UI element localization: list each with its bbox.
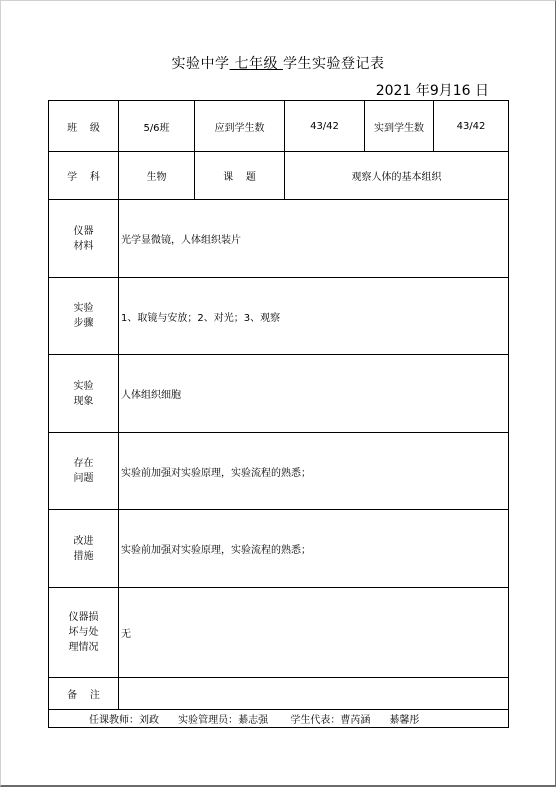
class-value: 5/6班: [119, 101, 195, 152]
damage-label: [49, 588, 119, 678]
phenomena-value: 人体组织细胞: [119, 355, 509, 433]
steps-label-line1: 实验: [73, 303, 94, 314]
grade-field: 七年级: [229, 56, 283, 72]
improvements-label: [49, 510, 119, 588]
improvements-label-line2: 措施: [73, 550, 94, 562]
instruments-row: [49, 200, 509, 278]
register-table: [48, 100, 509, 728]
improvements-value: 实验前加强对实验原理，实验流程的熟悉；: [119, 510, 509, 588]
issues-label-line1: 存在: [73, 458, 94, 469]
issues-label: [49, 433, 119, 510]
actual-students-label: 实到学生数: [365, 101, 434, 152]
subject-value: 生物: [119, 152, 195, 200]
phenomena-label-line1: 实验: [73, 380, 94, 392]
damage-label-line3: 理情况: [68, 642, 99, 653]
steps-row: [49, 278, 509, 355]
issues-row: [49, 433, 509, 510]
steps-label-line2: 步骤: [73, 318, 94, 329]
topic-label: 课 题: [195, 152, 285, 200]
damage-value: 无: [119, 588, 509, 678]
signatures-line: 任课教师：刘政 实验管理员：綦志强 学生代表：曹芮涵 綦馨彤: [49, 710, 509, 728]
damage-label-line2: 坏与处: [68, 627, 99, 638]
remarks-label: 备 注: [49, 678, 119, 710]
school-name: 实验中学: [171, 56, 230, 72]
phenomena-label: [49, 355, 119, 433]
issues-label-line2: 问题: [73, 473, 94, 484]
remarks-row: [49, 678, 509, 710]
phenomena-row: [49, 355, 509, 433]
improvements-row: [49, 510, 509, 588]
subject-row: [49, 152, 509, 200]
form-name: 学生实验登记表: [282, 56, 385, 72]
instruments-label-line2: 材料: [73, 240, 94, 252]
instruments-value: 光学显微镜，人体组织装片: [119, 200, 509, 278]
damage-row: [49, 588, 509, 678]
expected-students-value: 43/42: [285, 101, 365, 152]
subject-label: 学 科: [49, 152, 119, 200]
class-label: 班 级: [49, 101, 119, 152]
form-title: [1, 53, 555, 73]
remarks-value: [119, 678, 509, 710]
steps-label: [49, 278, 119, 355]
instruments-label: [49, 200, 119, 278]
instruments-label-line1: 仪器: [73, 225, 94, 237]
issues-value: 实验前加强对实验原理，实验流程的熟悉；: [119, 433, 509, 510]
topic-value: 观察人体的基本组织: [285, 152, 509, 200]
footer-row: [49, 710, 509, 728]
phenomena-label-line2: 现象: [73, 395, 94, 407]
damage-label-line1: 仪器损: [68, 612, 99, 623]
steps-value: 1、取镜与安放；2、对光；3、观察: [119, 278, 509, 355]
improvements-label-line1: 改进: [73, 535, 94, 547]
actual-students-value: 43/42: [434, 101, 509, 152]
expected-students-label: 应到学生数: [195, 101, 285, 152]
class-row: [49, 101, 509, 152]
form-date: 2021 年9月16 日: [375, 83, 489, 99]
